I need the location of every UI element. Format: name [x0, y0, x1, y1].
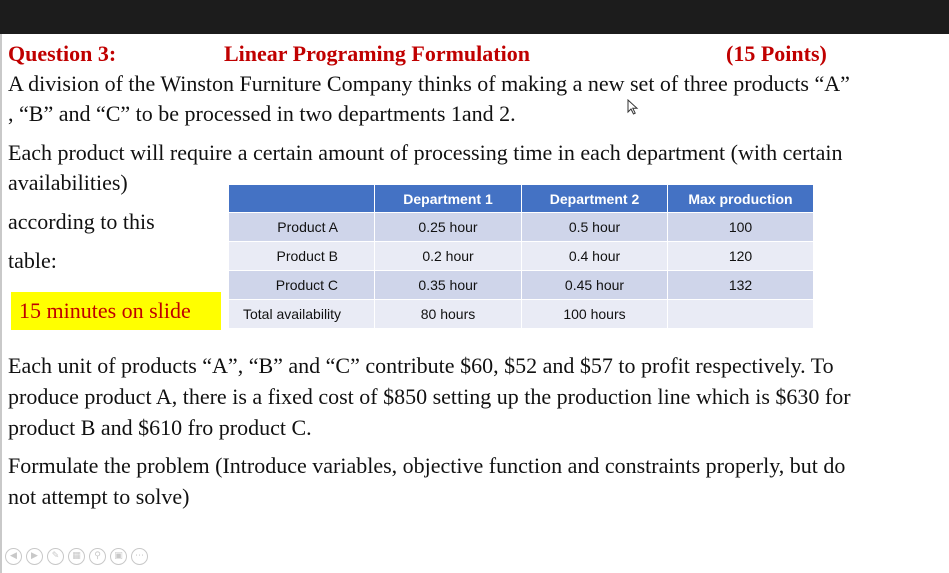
processing-time-table: [228, 184, 814, 329]
subtitles-icon[interactable]: ▣: [110, 548, 127, 565]
row-label: Product C: [229, 271, 375, 300]
previous-slide-icon[interactable]: ◀: [5, 548, 22, 565]
table-cell: 0.45 hour: [522, 271, 668, 300]
table-cell: 0.2 hour: [375, 242, 522, 271]
question-heading: [8, 41, 938, 69]
table-row: [229, 271, 814, 300]
intro-line-2: , “B” and “C” to be processed in two departments 1and 2.: [8, 101, 516, 126]
header-cell: Max production: [668, 185, 814, 213]
question-points: (15 Points): [726, 41, 827, 66]
table-cell: 0.25 hour: [375, 213, 522, 242]
row-label: Total availability: [229, 300, 375, 329]
profit-line-1: Each unit of products “A”, “B” and “C” contribute $60, $52 and $57 to profit respectively. To: [8, 353, 834, 378]
table-cell: 132: [668, 271, 814, 300]
table-cell: 80 hours: [375, 300, 522, 329]
table-cell: 100: [668, 213, 814, 242]
slide-left-edge: [0, 34, 2, 573]
question-topic: Linear Programing Formulation: [224, 41, 530, 66]
zoom-icon[interactable]: ⚲: [89, 548, 106, 565]
table-row: [229, 300, 814, 329]
header-cell: Department 2: [522, 185, 668, 213]
table-row: [229, 213, 814, 242]
table-cell: 100 hours: [522, 300, 668, 329]
slide-time-note: 15 minutes on slide: [11, 292, 221, 330]
task-line-2: not attempt to solve): [8, 484, 190, 509]
processing-line-3: according to this: [8, 209, 155, 234]
pen-icon[interactable]: ✎: [47, 548, 64, 565]
processing-line-2: availabilities): [8, 170, 128, 195]
table-cell: 120: [668, 242, 814, 271]
table-cell: 0.4 hour: [522, 242, 668, 271]
mouse-pointer-icon: [627, 99, 639, 115]
profit-line-3: product B and $610 fro product C.: [8, 415, 312, 440]
table-cell: [668, 300, 814, 329]
header-cell: [229, 185, 375, 213]
header-cell: Department 1: [375, 185, 522, 213]
table-row: [229, 242, 814, 271]
slides-grid-icon[interactable]: ▦: [68, 548, 85, 565]
processing-line-1: Each product will require a certain amount of processing time in each department (with certain: [8, 140, 843, 165]
more-options-icon[interactable]: ⋯: [131, 548, 148, 565]
processing-line-4: table:: [8, 248, 57, 273]
next-slide-icon[interactable]: ▶: [26, 548, 43, 565]
table-cell: 0.5 hour: [522, 213, 668, 242]
profit-line-2: produce product A, there is a fixed cost of $850 setting up the production line which is $630 for: [8, 384, 851, 409]
table-header-row: [229, 185, 814, 213]
top-black-bar: [0, 0, 949, 34]
question-number: Question 3:: [8, 41, 117, 66]
row-label: Product A: [229, 213, 375, 242]
slideshow-controls: [5, 548, 148, 568]
table-cell: 0.35 hour: [375, 271, 522, 300]
row-label: Product B: [229, 242, 375, 271]
intro-line-1: A division of the Winston Furniture Company thinks of making a new set of three products “A”: [8, 71, 850, 96]
task-line-1: Formulate the problem (Introduce variables, objective function and constraints properly, but do: [8, 453, 846, 478]
